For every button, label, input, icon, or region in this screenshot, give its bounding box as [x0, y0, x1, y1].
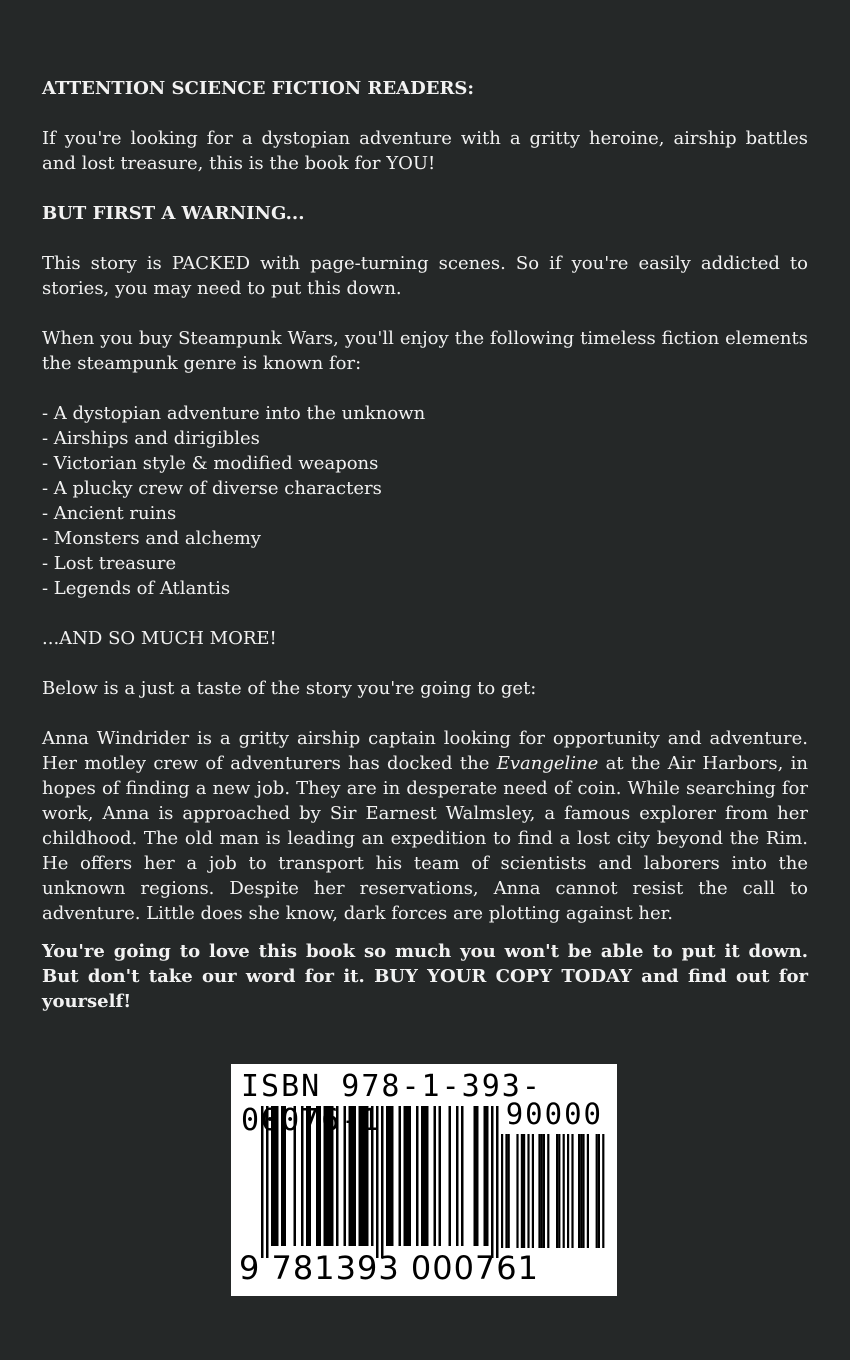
- ship-name: Evangeline: [496, 753, 599, 774]
- taste-intro-line: Below is a just a taste of the story you're going to get:: [42, 678, 537, 699]
- addon-bar: [563, 1134, 565, 1248]
- back-cover-text: [42, 76, 808, 1039]
- feature-list: [42, 401, 808, 601]
- addon-bar: [538, 1134, 540, 1248]
- addon-bar: [580, 1134, 582, 1248]
- isbn-barcode: [231, 1064, 617, 1296]
- addon-bar: [521, 1134, 523, 1248]
- closing-paragraph: You're going to love this book so much you won't be able to put it down. But don't take our word for it. BUY YOUR COPY TODAY and find out for yourself!: [42, 941, 808, 1012]
- list-item: - Lost treasure: [42, 553, 177, 574]
- warning-paragraph: This story is PACKED with page-turning scenes. So if you're easily addicted to stories, you may need to put this down.: [42, 253, 808, 299]
- addon-bar: [543, 1134, 545, 1248]
- isbn-label: ISBN 978-1-393-00076-1: [241, 1069, 542, 1138]
- addon-bar: [541, 1134, 543, 1248]
- addon-bar: [598, 1134, 600, 1248]
- addon-bar: [556, 1134, 558, 1248]
- addon-bar: [602, 1134, 604, 1248]
- addon-bar: [587, 1134, 589, 1248]
- synopsis-part-1: Anna Windrider is a gritty airship captain looking for opportunity and adventure. Her motley crew of adventurers has docked the: [42, 728, 808, 774]
- and-more-line: ...AND SO MUCH MORE!: [42, 628, 277, 649]
- addon-bar: [596, 1134, 598, 1248]
- addon-bar: [547, 1134, 549, 1248]
- addon-bar: [558, 1134, 560, 1248]
- addon-bar: [527, 1134, 529, 1248]
- list-item: - A plucky crew of diverse characters: [42, 478, 382, 499]
- synopsis-paragraph: [42, 726, 808, 926]
- intro-paragraph: If you're looking for a dystopian adventure with a gritty heroine, airship battles and lost treasure, this is the book for YOU!: [42, 128, 808, 174]
- list-item: - Ancient ruins: [42, 503, 177, 524]
- synopsis-part-2: at the Air Harbors, in hopes of finding a new job. They are in desperate need of coin. While searching for work, Anna is approached by Sir Earnest Walmsley, a famous explorer from her childhood. The old man is leading an expedition to find a lost city beyond the Rim. He offers her a job to transport his team of scientists and laborers into the unknown regions. Despite her reservations, Anna cannot resist the call to adventure. Little does she know, dark forces are plotting against her.: [42, 753, 809, 924]
- price-code: 90000: [505, 1097, 603, 1131]
- list-item: - Legends of Atlantis: [42, 578, 231, 599]
- addon-bar: [508, 1134, 510, 1248]
- list-item: - Airships and dirigibles: [42, 428, 260, 449]
- list-item: - Victorian style & modified weapons: [42, 453, 379, 474]
- addon-bar: [567, 1134, 569, 1248]
- list-item: - Monsters and alchemy: [42, 528, 261, 549]
- attention-heading: ATTENTION SCIENCE FICTION READERS:: [42, 78, 475, 99]
- addon-bar: [505, 1134, 507, 1248]
- addon-bar: [571, 1134, 573, 1248]
- addon-bar: [582, 1134, 584, 1248]
- list-item: - A dystopian adventure into the unknown: [42, 403, 426, 424]
- ean-digits: 9 781393 000761: [239, 1249, 540, 1287]
- warning-heading: BUT FIRST A WARNING...: [42, 203, 305, 224]
- elements-intro-paragraph: When you buy Steampunk Wars, you'll enjoy the following timeless fiction elements the steampunk genre is known for:: [42, 328, 808, 374]
- addon-bar: [532, 1134, 534, 1248]
- addon-bar: [523, 1134, 525, 1248]
- addon-bar: [578, 1134, 580, 1248]
- addon-bar: [501, 1134, 503, 1248]
- addon-bar: [516, 1134, 518, 1248]
